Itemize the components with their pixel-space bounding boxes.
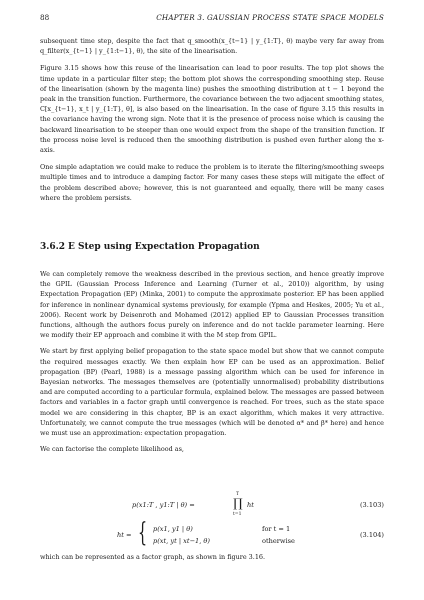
- cases-brace: {: [138, 518, 148, 548]
- paragraph: Figure 3.15 shows how this reuse of the linearisation can lead to poor results. The top plot shows the time update in a particular filter step; the bottom plot shows the corresponding smoothing step. Reuse of the linearisation (shown by the magenta line) pushes the smoothing distribution at t − 1 beyond the peak in the transition function. Furthermore, the covariance between the two adjacent smoothing states, C[x_{t−1}, x_t | y_{1:T}, θ], is also based on the linearisation. In the case of figure 3.15 this results in the covariance having the wrong sign. Note that it is the presence of process noise which is causing the backward linearisation to be steeper than one would expect from the shape of the transition function. If the process noise level is reduced then the smoothing distribution is pushed even further along the x-axis.: [40, 64, 384, 155]
- page-number: 88: [40, 13, 50, 22]
- equation-label: (3.104): [359, 531, 384, 539]
- case-2-condition: otherwise: [262, 537, 295, 545]
- paragraph: subsequent time step, despite the fact that q_smooth(x_{t−1} | y_{1:T}, θ) maybe very far away from q_filter(x_{t−1} | y_{1:t−1}, θ), the site of the linearisation.: [40, 37, 384, 56]
- product-lower-limit: t=1: [233, 512, 242, 517]
- case-1-expression: p(x1, y1 | θ): [153, 525, 193, 533]
- section-number: 3.6.2: [40, 242, 66, 252]
- chapter-title: CHAPTER 3. GAUSSIAN PROCESS STATE SPACE MODELS: [156, 13, 384, 22]
- equation-3-104: [40, 518, 384, 548]
- equation-lhs: ht =: [117, 531, 132, 539]
- case-2-expression: p(xt, yt | xt−1, θ): [153, 537, 210, 545]
- product-term: ht: [247, 501, 254, 509]
- equation-label: (3.103): [359, 501, 384, 509]
- product-upper-limit: T: [236, 492, 240, 497]
- equation-3-103: [40, 492, 384, 517]
- paragraph: We start by first applying belief propagation to the state space model but show that we cannot compute the required messages exactly. We then explain how EP can be used as an approximation. Belief propagation (BP) (Pearl, 1988) is a message passing algorithm which can be used for inference in Bayesian networks. The messages themselves are (potentially unnormalised) probability distributions and are computed according to a particular formula, explained below. The messages are passed between factors and variables in a factor graph until convergence is reached. For trees, such as the state space model we are considering in this chapter, BP is an exact algorithm, which makes it very attractive. Unfortunately, we cannot compute the true messages (which will be denoted α* and β* here) and hence we must use an approximation: expectation propagation.: [40, 347, 384, 438]
- equation-lhs: p(x1:T , y1:T | θ) =: [132, 501, 195, 509]
- paragraph: One simple adaptation we could make to reduce the problem is to iterate the filtering/smoothing sweeps multiple times and to introduce a damping factor. For many cases these steps will mitigate the effect of the problem described above; however, this is not guaranteed and equally, there will be many cases where the problem persists.: [40, 163, 384, 202]
- body-text-bottom: [40, 269, 384, 460]
- closing-paragraph: which can be represented as a factor graph, as shown in figure 3.16.: [40, 553, 266, 561]
- section-heading: [40, 242, 384, 256]
- paragraph: We can factorise the complete likelihood as,: [40, 445, 184, 454]
- section-title: E Step using Expectation Propagation: [68, 242, 260, 252]
- product-operator: ∏: [233, 496, 243, 510]
- paragraph: We can completely remove the weakness described in the previous section, and hence greatly improve the GPIL (Gaussian Process Inference and Learning (Turner et al., 2010)) algorithm, by using Expectation Propagation (EP) (Minka, 2001) to compute the approximate posterior. EP has been applied for inference in nonlinear dynamical systems previously, for example (Ypma and Heskes, 2005; Yu et al., 2006). Recent work by Deisenroth and Mohamed (2012) applied EP to Gaussian Processes transition functions, although the authors focus purely on inference and do not tackle parameter learning. Here we modify their EP approach and combine it with the M step from GPIL.: [40, 270, 384, 340]
- running-header: [40, 13, 384, 25]
- case-1-condition: for t = 1: [262, 525, 291, 533]
- body-text-top: [40, 36, 384, 210]
